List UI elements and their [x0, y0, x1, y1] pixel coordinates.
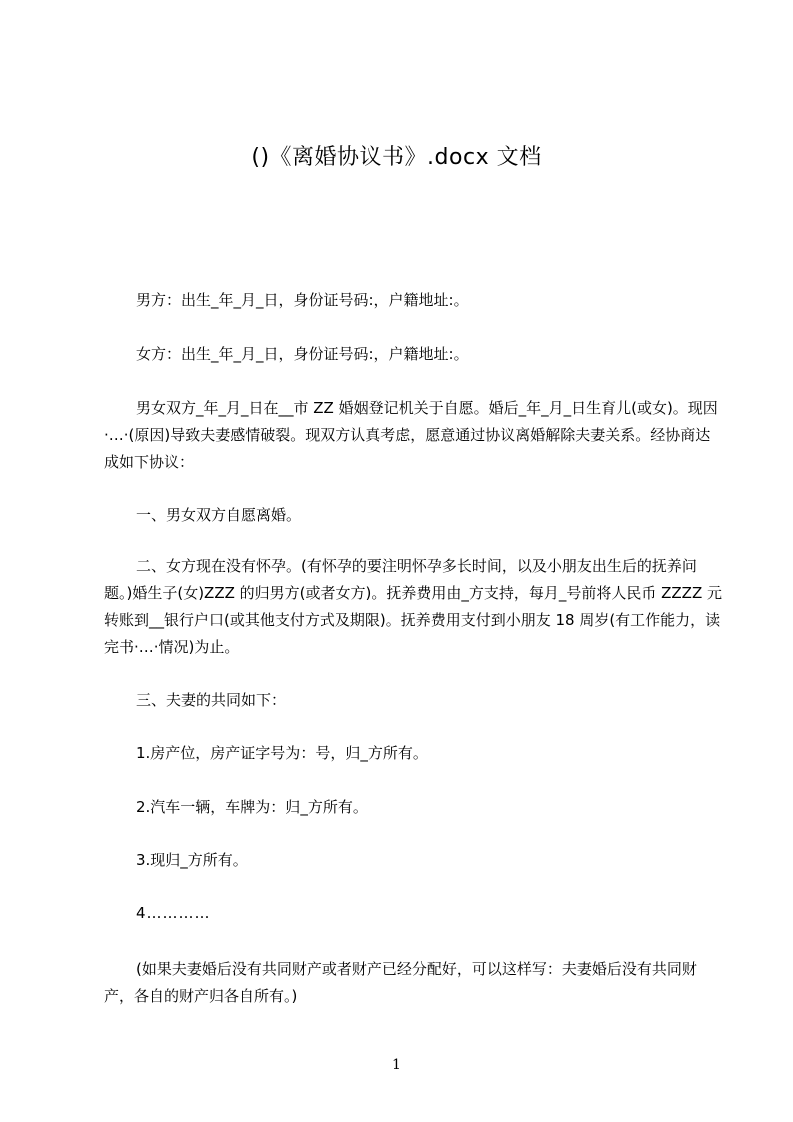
page-number: 1 — [392, 1057, 401, 1073]
paragraph-property-3: 3.现归_方所有。 — [136, 851, 248, 869]
paragraph-marriage-info: 男女双方_年_月_日在__市 ZZ 婚姻登记机关于自愿。婚后_年_月_日生育儿(或女)。现因·…·(原因)导致夫妻感情破裂。现双方认真考虑，愿意通过协议离婚解除夫妻关系。经协商达成如下协议： — [104, 399, 718, 471]
document-title: ()《离婚协议书》.docx 文档 — [251, 145, 542, 170]
paragraph-property-2: 2.汽车一辆，车牌为：归_方所有。 — [136, 798, 368, 816]
paragraph-clause-1: 一、男女双方自愿离婚。 — [136, 506, 302, 524]
paragraph-property-1: 1.房产位，房产证字号为：号，归_方所有。 — [136, 744, 428, 762]
paragraph-male-party: 男方：出生_年_月_日，身份证号码:，户籍地址:。 — [136, 291, 469, 309]
paragraph-property-4: 4………… — [136, 904, 211, 922]
paragraph-clause-3: 三、夫妻的共同如下： — [136, 691, 287, 709]
paragraph-clause-2: 二、女方现在没有怀孕。(有怀孕的要注明怀孕多长时间，以及小朋友出生后的抚养问题。)婚生子(女)ZZZ 的归男方(或者女方)。抚养费用由_方支持，每月_号前将人民币 ZZZZ 元转账到__银行户口(或其他支付方式及期限)。抚养费用支付到小朋友 18 周岁(有工作能力，读完书·…·情况)为止。 — [104, 557, 722, 656]
paragraph-note: (如果夫妻婚后没有共同财产或者财产已经分配好，可以这样写：夫妻婚后没有共同财产，各自的财产归各自所有。) — [104, 960, 697, 1005]
paragraph-female-party: 女方：出生_年_月_日，身份证号码:，户籍地址:。 — [136, 345, 469, 363]
